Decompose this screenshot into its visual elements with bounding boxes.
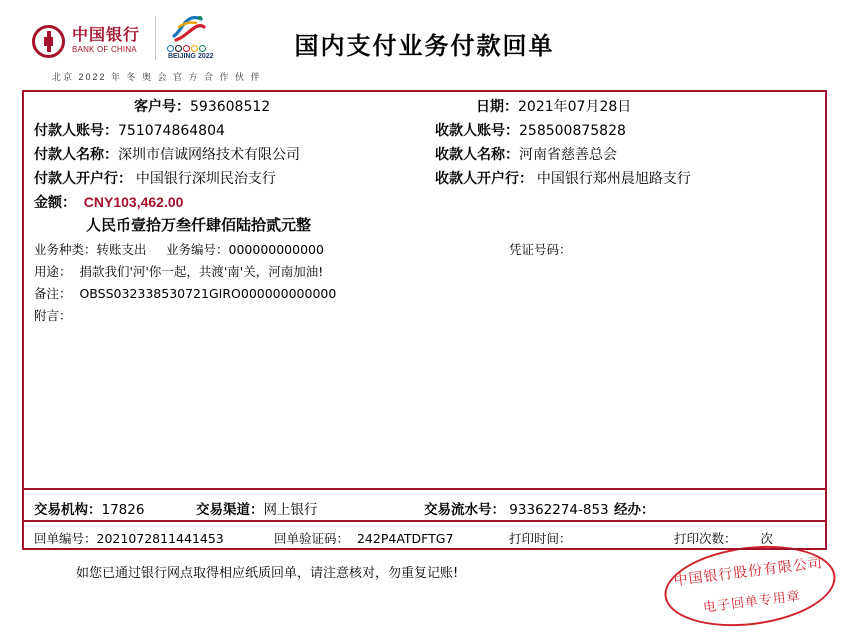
- receipt-meta-footer: [24, 520, 825, 550]
- channel-field: [196, 498, 318, 518]
- payee-name-value: 河南省慈善总会: [519, 147, 617, 163]
- details-section: [24, 218, 825, 323]
- attachment-field: [34, 306, 72, 324]
- channel-value: 网上银行: [263, 502, 318, 518]
- voucher-no-label: 凭证号码：: [509, 242, 572, 257]
- print-count-field: [674, 529, 773, 547]
- receipt-no-value: 2021072811441453: [96, 531, 224, 546]
- payer-name-label: 付款人名称：: [34, 147, 118, 163]
- serial-value: 93362274-853: [509, 502, 609, 518]
- biz-type-field: [34, 240, 147, 258]
- bank-name-cn: 中国银行: [72, 25, 141, 45]
- stamp-line-1: 中国银行股份有限公司: [672, 555, 824, 590]
- amount-label: 金额：: [34, 195, 76, 211]
- olympic-partner-slogan: 北京 2022 年 冬 奥 会 官 方 合 作 伙 伴: [52, 72, 262, 82]
- electronic-receipt-stamp: [660, 537, 840, 635]
- payee-account-field: [435, 120, 626, 140]
- payer-bank-label: 付款人开户行：: [34, 171, 132, 187]
- org-label: 交易机构：: [34, 502, 102, 518]
- operator-label: 经办：: [614, 502, 655, 518]
- transaction-footer: [24, 488, 825, 520]
- payer-account-label: 付款人账号：: [34, 123, 118, 139]
- amount-field: [34, 192, 183, 212]
- payee-name-label: 收款人名称：: [435, 147, 519, 163]
- stamp-line-2: 电子回单专用章: [702, 588, 802, 616]
- verify-code-label: 回单验证码：: [274, 531, 350, 546]
- receipt-no-field: [34, 529, 224, 547]
- serial-field: [424, 498, 609, 518]
- attachment-label: 附言：: [34, 308, 72, 323]
- payee-bank-value: 中国银行郑州晨旭路支行: [536, 171, 691, 187]
- duplicate-entry-notice: 如您已通过银行网点取得相应纸质回单，请注意核对，勿重复记账!: [76, 566, 459, 581]
- payer-bank-value: 中国银行深圳民治支行: [135, 171, 276, 187]
- page-title: 国内支付业务付款回单: [294, 32, 555, 60]
- print-time-field: [509, 529, 572, 547]
- remark-label: 备注：: [34, 286, 72, 301]
- remark-value: OBSS032338530721GIRO000000000000: [79, 286, 337, 301]
- customer-no-label: 客户号：: [134, 99, 190, 115]
- biz-no-label: 业务编号：: [166, 242, 229, 257]
- payer-account-field: [34, 120, 225, 140]
- receipt-body: [22, 92, 827, 616]
- date-label: 日期：: [476, 99, 518, 115]
- print-count-value: 次: [760, 531, 773, 546]
- biz-no-value: 000000000000: [228, 242, 324, 257]
- purpose-value: 捐款我们'河'你一起，共渡'南'关，河南加油!: [79, 264, 324, 279]
- biz-type-label: 业务种类：: [34, 242, 97, 257]
- beijing-2022-label: BEIJING 2022: [168, 53, 214, 60]
- payee-account-value: 258500875828: [519, 123, 626, 139]
- remark-field: [34, 284, 336, 302]
- payer-name-value: 深圳市信诚网络技术有限公司: [118, 147, 300, 163]
- payer-name-field: [34, 144, 300, 164]
- operator-field: [614, 498, 655, 518]
- verify-code-field: [274, 529, 453, 547]
- date-field: [476, 96, 631, 116]
- payer-account-value: 751074864804: [118, 123, 225, 139]
- org-field: [34, 498, 144, 518]
- org-value: 17826: [101, 502, 145, 518]
- payee-bank-label: 收款人开户行：: [435, 171, 533, 187]
- parties-section: [24, 92, 825, 234]
- channel-label: 交易渠道：: [196, 502, 264, 518]
- print-time-label: 打印时间：: [509, 531, 572, 546]
- print-count-label: 打印次数：: [674, 531, 737, 546]
- amount-in-chinese: 人民币壹拾万叁仟肆佰陆拾贰元整: [86, 216, 312, 234]
- payee-name-field: [435, 144, 617, 164]
- blank-area: [24, 306, 825, 488]
- payer-bank-field: [34, 168, 276, 188]
- biz-no-field: [166, 240, 324, 258]
- voucher-no-field: [509, 240, 572, 258]
- purpose-label: 用途：: [34, 264, 72, 279]
- payee-bank-field: [435, 168, 691, 188]
- receipt-header: [22, 8, 827, 90]
- amount-value: CNY103,462.00: [83, 194, 184, 210]
- purpose-field: [34, 262, 323, 280]
- payee-account-label: 收款人账号：: [435, 123, 519, 139]
- date-value: 2021年07月28日: [518, 99, 632, 115]
- bank-name-en: BANK OF CHINA: [72, 45, 137, 55]
- customer-no-field: [134, 96, 270, 116]
- verify-code-value: 242P4ATDFTG7: [356, 531, 454, 546]
- payment-receipt: [22, 8, 827, 616]
- biz-type-value: 转账支出: [96, 242, 147, 257]
- serial-label: 交易流水号：: [424, 502, 505, 518]
- customer-no-value: 593608512: [190, 99, 271, 115]
- receipt-no-label: 回单编号：: [34, 531, 97, 546]
